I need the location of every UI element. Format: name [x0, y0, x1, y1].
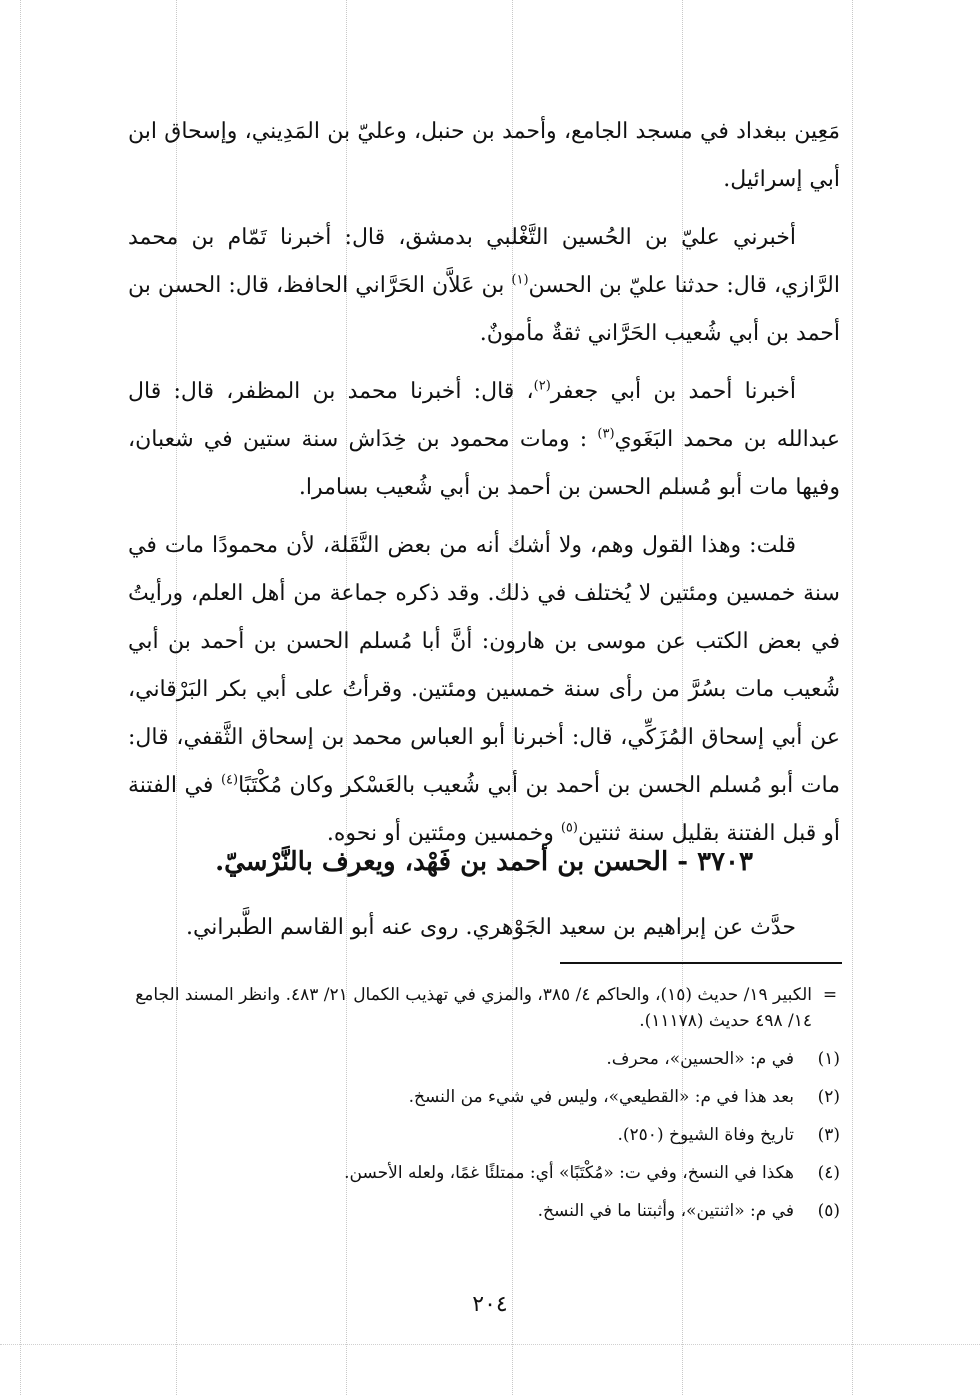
footnote-text: هكذا في النسخ، وفي ت: «مُكْتَبًا» أي: ممتلئًا غمًا، ولعله الأحسن. — [344, 1163, 794, 1183]
footnote-number: (٢) — [817, 1087, 840, 1107]
footnote — [128, 1046, 840, 1072]
page-number: ٢٠٤ — [472, 1292, 508, 1317]
footnote — [128, 1084, 840, 1110]
footnote-text: في م: «الحسين»، محرف. — [606, 1049, 794, 1069]
scan-dotted-line — [0, 1344, 980, 1345]
footnote-ref: (٥) — [560, 820, 578, 836]
footnote — [128, 1198, 840, 1224]
scan-dotted-line — [852, 0, 853, 1395]
footnote-number: (٥) — [817, 1201, 840, 1221]
scan-dotted-line — [20, 0, 21, 1395]
paragraph-text: أخبرنا أحمد بن أبي جعفر — [550, 379, 796, 404]
paragraph-text: في الفتنة أو قبل الفتنة بقليل سنة ثنتين — [128, 773, 840, 846]
footnote-ref: (١) — [511, 272, 529, 288]
paragraph — [128, 214, 840, 358]
footnote-text: الكبير ١٩/ حديث (١٥)، والحاكم ٤/ ٣٨٥، والمزي في تهذيب الكمال ٢١/ ٤٨٣. وانظر المسند الجامع ١٤/ ٤٩٨ حديث (١١١٧٨). — [135, 985, 812, 1031]
paragraph-text: : ومات محمود بن خِدَاش سنة ستين في شعبان، وفيها مات أبو مُسلم الحسن بن أحمد بن أبي شُعيب بسامرا. — [128, 427, 840, 500]
footnote-ref: (٣) — [597, 426, 615, 442]
footnote-text: في م: «اثنتين»، وأثبتنا ما في النسخ. — [537, 1201, 794, 1221]
paragraph-text: أخبرني عليّ بن الحُسين التَّغْلبي بدمشق، قال: أخبرنا تَمّام بن محمد الرَّازي، قال: حدثنا عليّ بن الحسن — [128, 225, 840, 298]
footnote-ref: (٢) — [533, 378, 551, 394]
paragraph-text: بن عَلاَّن الحَرَّاني الحافظ، قال: الحسن بن أحمد بن أبي شُعيب الحَرَّاني ثقةٌ مأمونٌ. — [128, 273, 840, 346]
main-text — [128, 108, 840, 858]
footnote-separator — [560, 962, 842, 964]
footnote-ref: (٤) — [220, 772, 239, 788]
paragraph-text: قلت: وهذا القول وهم، ولا أشك أنه من بعض النَّقَلة، لأن محمودًا مات في سنة خمسين ومئتين لا يُختلف في ذلك. وقد ذكره جماعة من أهل العلم، ورأيتُ في بعض الكتب عن موسى بن هارون: أنَّ أبا مُسلم الحسن بن أحمد بن أبي شُعيب مات بسُرَّ من رأى سنة خمسين ومئتين. وقرأتُ على أبي بكر البَرْقاني، عن أبي إسحاق المُزَكِّي، قال: أخبرنا أبو العباس محمد بن إسحاق الثَّقفي، قال: مات أبو مُسلم الحسن بن أحمد بن أبي شُعيب بالعَسْكر وكان مُكْتَبًا — [128, 533, 840, 798]
footnote-number: (٣) — [817, 1125, 840, 1145]
footnote-number: (٤) — [817, 1163, 840, 1183]
paragraph-text: مَعِين ببغداد في مسجد الجامع، وأحمد بن حنبل، وعليّ بن المَدِيني، وإسحاق ابن أبي إسرائيل. — [128, 119, 840, 192]
footnote-text: بعد هذا في م: «القطيعي»، وليس في شيء من النسخ. — [408, 1087, 794, 1107]
footnote-number: (١) — [817, 1049, 840, 1069]
entry-text: حدَّث عن إبراهيم بن سعيد الجَوْهري. روى عنه أبو القاسم الطَّبراني. — [185, 915, 796, 940]
footnote-continuation — [128, 982, 840, 1034]
footnote-text: تاريخ وفاة الشيوخ (٢٥٠). — [617, 1125, 794, 1145]
paragraph — [128, 522, 840, 858]
footnote — [128, 1122, 840, 1148]
paragraph — [128, 108, 840, 204]
footnote — [128, 1160, 840, 1186]
footnotes — [128, 982, 840, 1224]
paragraph-text: وخمسين ومئتين أو نحوه. — [326, 821, 561, 846]
paragraph — [128, 368, 840, 512]
continuation-mark: = — [822, 985, 838, 1005]
entry-heading: ٣٧٠٣ - الحسن بن أحمد بن فَهْد، ويعرف بالنَّرْسيّ. — [215, 847, 753, 877]
paragraph-text: ، قال: أخبرنا محمد بن المظفر، قال: قال عبدالله بن محمد البَغَوي — [128, 379, 840, 452]
